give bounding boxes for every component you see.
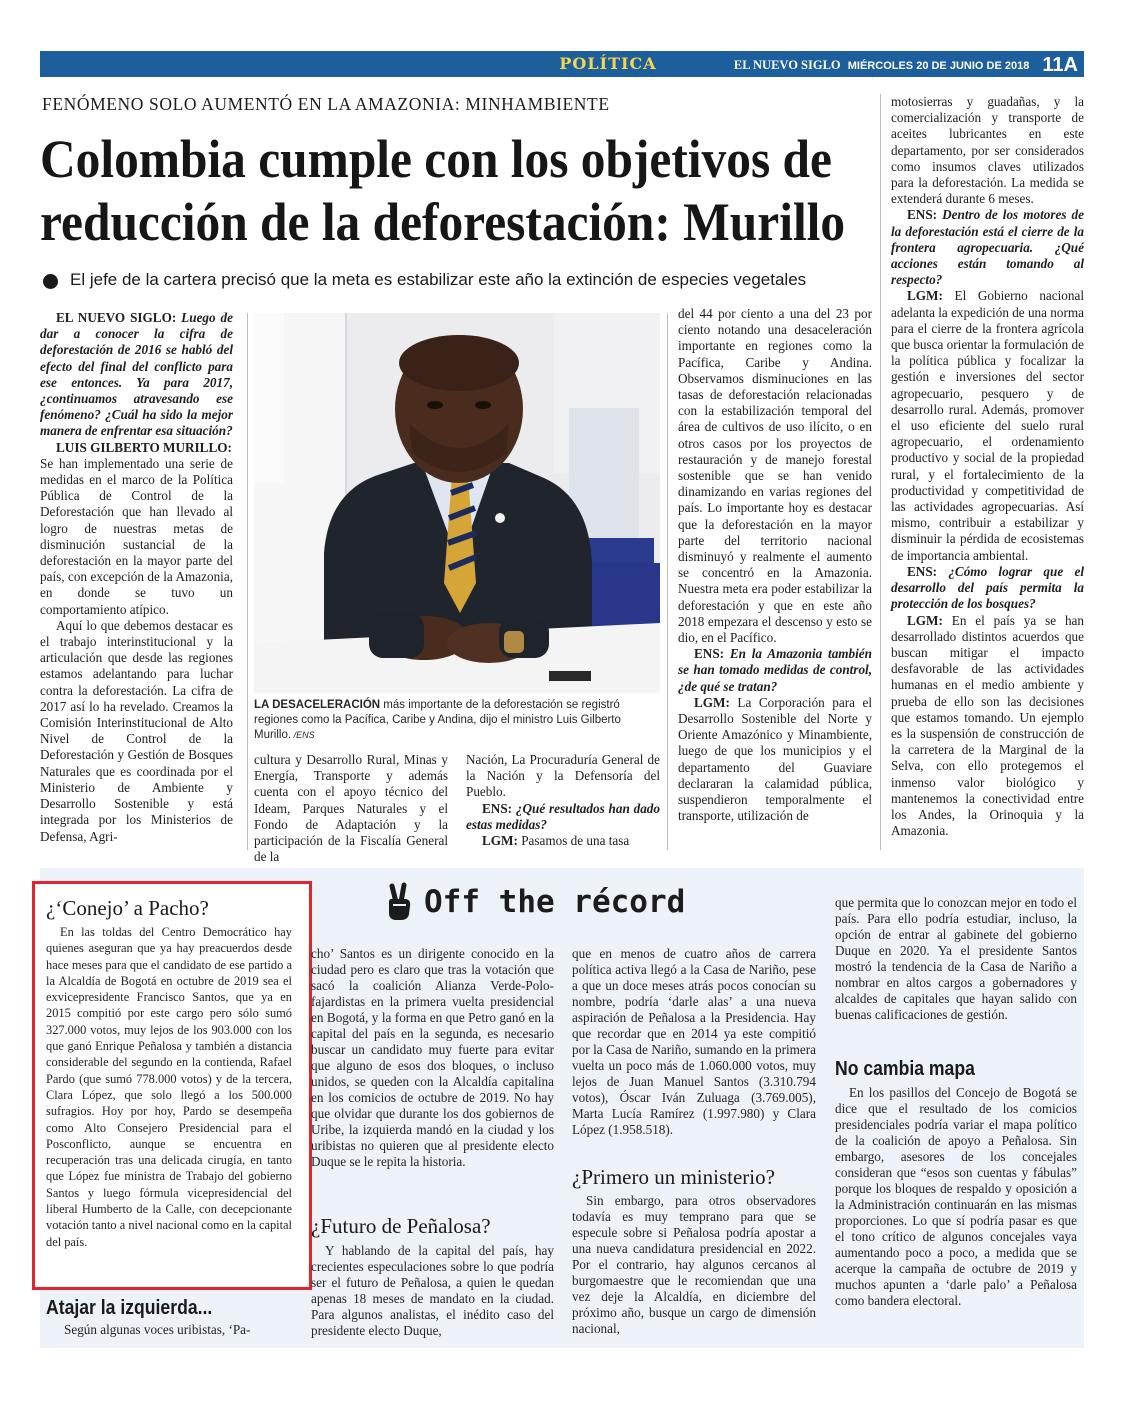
speaker-label: ENS:	[694, 646, 725, 662]
photo-caption	[254, 698, 660, 743]
photo-credit: /ENS	[291, 730, 315, 740]
minister-photo	[254, 313, 660, 693]
peace-hand-icon	[384, 882, 414, 922]
speaker-label: ENS:	[907, 563, 938, 579]
headline-line-1: Colombia cumple con los objetivos de	[40, 129, 832, 189]
article-column-1	[40, 310, 233, 845]
interview-answer: Se han implementado una serie de medidas en el marco de la Política Pública de Control de la Deforestación que han llevado al logro de nuestras metas de disminución sustancial de la deforestación en la mayor parte del país, con excepción de la Amazonia, en donde se tuvo un comportamiento atípico.	[40, 455, 233, 617]
conejo-text	[46, 924, 292, 1250]
section-header-bar	[40, 51, 1084, 77]
off-the-record-title: Off the récord	[424, 884, 686, 920]
body-paragraph: En las toldas del Centro Democrático hay quienes aseguran que ya hay preacuerdos desde hace meses para que el candidato de ese partido a la Alcaldía de Bogotá en octubre de 2019 sea el exvicepresidente Francisco Santos, que ya en 2015 compitió por este cargo pero sólo sumó 327.000 votos, muy lejos de los 903.000 con los que ganó Enrique Peñalosa y también a distancia considerable del segundo en la contienda, Rafael Pardo (que sumó 778.000 votos) y de la tercera, Clara López, que solo llegó a los 500.000 sufragios. Hoy por hoy, Pardo se desempeña como Alto Consejero Presidencial para el Posconflicto, aunque se encuentra en recuperación tras una delicada cirugía, en tanto que López fue ministra de Trabajo del gobierno Santos y luego fórmula vicepresidencial del liberal Humberto de la Calle, con decepcionante votación tanto a nivel nacional como en la capital del país.	[46, 925, 292, 1249]
body-paragraph: que en menos de cuatro años de carrera política activa llegó a la Casa de Nariño, pese a que un doce meses atrás pocos conocían su nombre, podría ‘darle alas’ a una nueva aspiración de Peñalosa a la Presidencia. Hay que recordar que en 2014 ya este compitió por la Casa de Nariño, sumando en la primera vuelta un poco más de 1.060.000 votos, muy lejos de Juan Manuel Santos (3.310.794 votos), Óscar Iván Zuluaga (3.769.005), Marta Lucía Ramírez (1.997.980) y Clara López (1.958.518).	[572, 946, 816, 1137]
body-paragraph: Aquí lo que debemos destacar es el trabajo interinstitucional y la articulación que desde las regiones estamos adelantando para luchar contra la deforestación. La cifra de 2017 así lo ha revelado. Creamos la Comisión Interinstitucional de Alto Nivel de Control de la Deforestación y Gestión de Bosques Naturales que es coordinada por el Ministerio de Ambiente y Desarrollo Sostenible y está integrada por los Ministerios de Defensa, Agri-	[40, 617, 233, 844]
article-subhead: El jefe de la cartera precisó que la meta es estabilizar este año la extinción de especies vegetales	[70, 270, 807, 289]
body-paragraph: cho’ Santos es un dirigente conocido en la ciudad pero es claro que tras la votación que sacó la coalición Alianza Verde-Polo-fajardistas en la primera vuelta presidencial en Bogotá, y la forma en que Petro ganó en la capital del país en la segunda, es necesario buscar un candidato muy fuerte para evitar que alguno de esos dos bloques, o incluso unidos, se queden con la Alcaldía capitalina en los comicios de octubre de 2019. No hay que olvidar que durante los dos gobiernos de Uribe, la izquierda mandó en la ciudad y los uribistas no quieren que al presidente electo Duque se le repita la historia.	[311, 946, 554, 1169]
subhead-bullet-icon	[43, 274, 58, 289]
page-number: 11A	[1042, 54, 1078, 76]
article-headline	[40, 128, 846, 254]
conejo-heading: ¿‘Conejo’ a Pacho?	[46, 896, 209, 920]
article-column-5	[891, 94, 1084, 839]
interview-answer: Pasamos de una tasa	[517, 833, 630, 849]
otr-futuro-text	[311, 1243, 554, 1339]
otr-column-3	[572, 946, 816, 1138]
speaker-label: LGM:	[482, 833, 518, 849]
interview-question: En la Amazonia también se han tomado medidas de control, ¿de qué se tratan?	[678, 646, 872, 694]
body-paragraph: del 44 por ciento a una del 23 por ciento notando una desaceleración importante en regiones como la Pacífica, Caribe y Andina. Observamos disminuciones en las tasas de deforestación relacionadas con la estabilización temporal del área de cultivos de uso ilícito, o en otros casos por los proyectos de restauración y de manejo forestal sostenible que se han venido dinamizando en varias regiones del país. Lo importante hoy es destacar que la deforestación en la mayor parte del territorio nacional disminuyó y realmente el aumento se concentró en la Amazonia. Nuestra meta era poder estabilizar la deforestación y que en este año 2018 empezara el descenso y esto se dio, en el Pacífico.	[678, 306, 872, 646]
body-paragraph: En los pasillos del Concejo de Bogotá se dice que el resultado de los comicios presidenciales podría variar el mapa político de la coalición de apoyo a Peñalosa. Sin embargo, asesores de los concejales consideran que “esos son cuentas y fábulas” porque los bloques de respaldo y oposición a la Administración continuarán en las mismas proporciones. Lo que sí podría pasar es que el tono crítico de algunos concejales vaya aumentando poco a poco, a medida que se acerque la campaña de octubre de 2019 y muchos apunten a ‘darle palo’ a Peñalosa como bandera electoral.	[835, 1085, 1077, 1308]
otr-column-4	[835, 895, 1077, 1023]
speaker-label: EL NUEVO SIGLO:	[56, 310, 177, 325]
speaker-label: LGM:	[694, 694, 730, 710]
interview-answer: La Corporación para el Desarrollo Sostenible del Norte y Oriente Amazónico y Minambiente, luego de que los municipios y el departamento del Guaviare declararan la calamidad pública, suspendieron temporalmente el transporte, utilización de	[678, 694, 872, 824]
interview-question: Luego de dar a conocer la cifra de deforestación de 2016 se habló del efecto del final del conflicto para ese entonces. Ya para 2017, ¿continuamos atravesando ese fenómeno? ¿Cuál ha sido la mejor manera de enfrentar esa situación?	[40, 310, 233, 439]
ministerio-heading: ¿Primero un ministerio?	[572, 1165, 775, 1189]
body-paragraph: Nación, La Procuraduría General de la Nación y la Defensoría del Pueblo.	[466, 752, 660, 800]
atajar-text	[46, 1322, 300, 1338]
article-column-2	[254, 752, 448, 865]
body-paragraph: Sin embargo, para otros observadores todavía es muy temprano para que se especule sobre si Peñalosa podría apostar a una nueva candidatura presidencial en 2022. Por el contrario, hay algunos cercanos al burgomaestre que le recomiendan que una vez deje la Alcaldía, en diciembre del próximo año, busque un cargo de dimensión nacional,	[572, 1193, 816, 1336]
column-rule	[880, 94, 881, 850]
column-rule	[247, 313, 248, 850]
speaker-label: LGM:	[907, 288, 943, 304]
publication-name: EL NUEVO SIGLO	[733, 58, 841, 72]
speaker-label: LGM:	[907, 612, 943, 628]
mapa-heading: No cambia mapa	[835, 1058, 975, 1080]
futuro-heading: ¿Futuro de Peñalosa?	[311, 1214, 491, 1238]
body-paragraph: motosierras y guadañas, y la comercialización y transporte de aceites lubricantes en este departamento, por ser considerados como insumos claves utilizados para la deforestación. La medida se extenderá durante 6 meses.	[891, 94, 1084, 207]
speaker-label: ENS:	[482, 800, 513, 816]
interview-question: Dentro de los motores de la deforestación está el cierre de la frontera agropecuaria. ¿Qué acciones están tomando al respecto?	[891, 207, 1084, 288]
otr-column-2	[311, 946, 554, 1170]
speaker-label: LUIS GILBERTO MURILLO:	[56, 439, 232, 455]
headline-line-2: reducción de la deforestación: Murillo	[40, 192, 846, 252]
body-paragraph: Y hablando de la capital del país, hay crecientes especulaciones sobre lo que podría ser el futuro de Peñalosa, a quien le quedan apenas 18 meses de mandato en la ciudad. Para algunos analistas, el inédito caso del presidente electo Duque,	[311, 1243, 554, 1338]
minister-photo-illustration	[254, 313, 660, 693]
caption-text: más importante de la deforestación se registró regiones como la Pacífica, Caribe y Andina, dijo el ministro Luis Gilberto Murillo.	[254, 699, 621, 741]
article-column-4	[678, 306, 872, 825]
otr-ministerio-text	[572, 1193, 816, 1337]
off-the-record-header	[384, 880, 685, 924]
body-paragraph: Según algunas voces uribistas, ‘Pa-	[64, 1322, 251, 1337]
body-paragraph: cultura y Desarrollo Rural, Minas y Energía, Transporte y además cuenta con el apoyo técnico del Ideam, Parques Naturales y el Fondo de Adaptación y la participación de la Fiscalía General de la	[254, 752, 448, 865]
atajar-heading: Atajar la izquierda...	[46, 1297, 213, 1319]
interview-answer: El Gobierno nacional adelanta la expedición de una norma para el cierre de la frontera agrícola que busca orientar la formulación de la política pública y focalizar la gestión e inversiones del sector agropecuario, pesquero y de desarrollo rural. Además, promover el uso eficiente del suelo rural agropecuario, el ordenamiento productivo y social de la propiedad rural, y el fortalecimiento de la productividad y competitividad de las actividades agropecuarias. Así mismo, contribuir a estabilizar y disminuir la pérdida de ecosistemas de importancia ambiental.	[891, 288, 1084, 563]
article-kicker: FENÓMENO SOLO AUMENTÓ EN LA AMAZONIA: MINHAMBIENTE	[42, 94, 610, 114]
section-name: POLÍTICA	[559, 54, 657, 73]
body-paragraph: que permita que lo conozcan mejor en todo el país. Para ello podría estudiar, incluso, la opción de entrar al gabinete del gobierno Duque en 2020. Ya el presidente Santos mostró la tendencia de la Casa de Nariño a nombrar en altos cargos a gobernadores y alcaldes de capitales que hayan salido con buenas calificaciones de gestión.	[835, 895, 1077, 1022]
issue-date: MIÉRCOLES 20 DE JUNIO DE 2018	[847, 60, 1030, 72]
interview-question: ¿Cómo lograr que el desarrollo del país permita la protección de los bosques?	[891, 563, 1084, 612]
interview-answer: En el país ya se han desarrollado distintos acuerdos que buscan mitigar el impacto desfavorable de las actividades humanas en el medio ambiente y prueba de ello son las decisiones que estamos tomando. Un ejemplo es la suspensión de construcción de la carretera de la Marginal de la Selva, con ello protegemos el inmenso valor biológico y mantenemos la conectividad entre los Andes, la Orinoquia y la Amazonia.	[891, 612, 1084, 839]
article-column-3	[466, 752, 660, 849]
interview-question: ¿Qué resultados han dado estas medidas?	[466, 800, 660, 832]
otr-mapa-text	[835, 1085, 1077, 1309]
caption-lead: LA DESACELERACIÓN	[254, 699, 381, 711]
publication-line	[734, 51, 1078, 77]
column-rule	[667, 313, 668, 850]
speaker-label: ENS:	[907, 207, 938, 223]
